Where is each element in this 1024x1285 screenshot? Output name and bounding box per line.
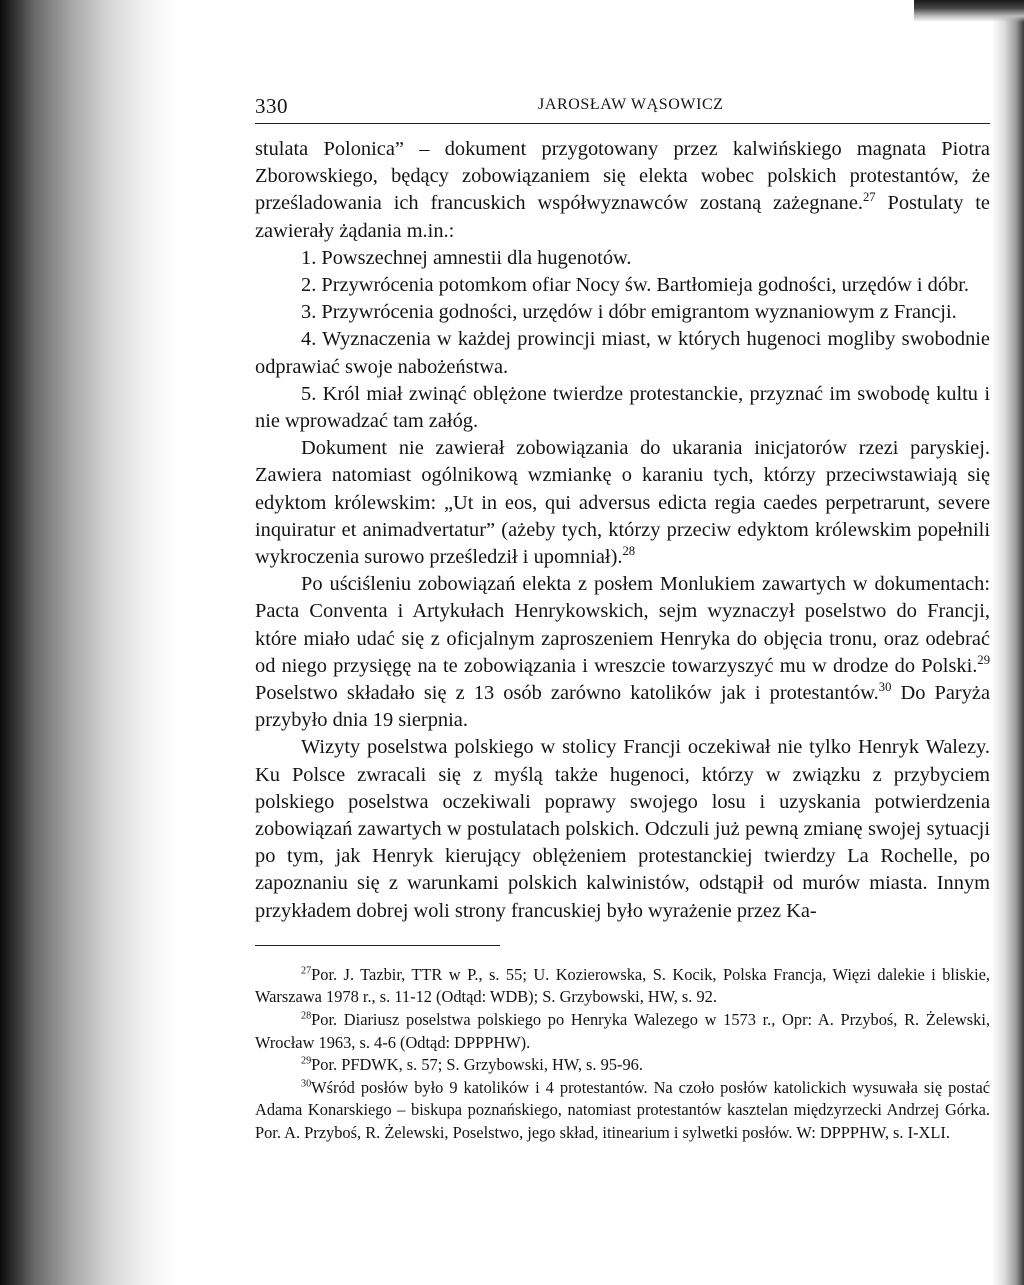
page-corner-shadow [914, 0, 1024, 22]
footnote-number: 27 [301, 965, 312, 977]
footnote-number: 28 [301, 1010, 312, 1022]
footnote-number: 30 [301, 1078, 312, 1090]
paragraph-continued [255, 136, 990, 245]
footnotes [255, 964, 990, 1145]
footnote-ref: 27 [862, 190, 876, 205]
list-item: 5. Król miał zwinąć oblężone twierdze protestanckie, przyznać im swobodę kultu i nie wprowadzać tam załóg. [255, 382, 990, 433]
running-head-author: JAROSŁAW WĄSOWICZ [538, 96, 724, 113]
running-head [255, 90, 990, 122]
footnote-ref: 30 [878, 680, 892, 695]
paragraph-text: Dokument nie zawierał zobowiązania do ukarania inicjatorów rzezi paryskiej. Zawiera natomiast ogólnikową wzmiankę o karaniu tych, którzy przeciwstawiają się edyktom królewskim: „Ut in eos, qui adversus edicta regia caedes perpetrarunt, severe inquiratur et animadvertatur” (ażeby tych, którzy przeciw edyktom królewskim popełnili wykroczenia surowo prześledził i upomniał). [255, 437, 990, 569]
list-item: 3. Przywrócenia godności, urzędów i dóbr emigrantom wyznaniowym z Francji. [301, 301, 957, 324]
list-item: 2. Przywrócenia potomkom ofiar Nocy św. Bartłomieja godności, urzędów i dóbr. [301, 274, 970, 297]
page-edge-shadow [992, 0, 1024, 1285]
footnote [255, 1077, 990, 1145]
footnote-ref: 28 [622, 544, 636, 559]
book-gutter-shadow [0, 0, 175, 1285]
paragraph-text: Poselstwo składało się z 13 osób zarówno katolików jak i protestantów. [255, 682, 879, 705]
footnote-text: Wśród posłów było 9 katolików i 4 protestantów. Na czoło posłów katolickich wysuwała się postać Adama Konarskiego – biskupa poznańskiego, natomiast protestantów kasztelan międzyrzecki Andrzej Górka. Por. A. Przyboś, R. Żelewski, Poselstwo, jego skład, itinearium i sylwetki posłów. W: DPPPHW, s. I-XLI. [255, 1077, 990, 1143]
book-page [255, 90, 990, 1145]
footnote-text: Por. PFDWK, s. 57; S. Grzybowski, HW, s. 95-96. [311, 1055, 643, 1075]
paragraph-text: Do Paryża przybyło dnia 19 sierpnia. [255, 682, 990, 732]
header-rule [255, 123, 990, 124]
paragraph-text: Po uściśleniu zobowiązań elekta z posłem Monlukiem zawartych w dokumentach: Pacta Conventa i Artykułach Henrykowskich, sejm wyznaczył poselstwo do Francji, które miało udać się z oficjalnym zaproszeniem Henryka do objęcia tronu, oraz odebrać od niego przysięgę na te zobowiązania i wreszcie towarzyszyć mu w drodze do Polski. [255, 573, 990, 677]
footnote-rule [255, 945, 500, 946]
paragraph [255, 571, 990, 734]
footnote-text: Por. J. Tazbir, TTR w P., s. 55; U. Kozierowska, S. Kocik, Polska Francja, Więzi dalekie i bliskie, Warszawa 1978 r., s. 11-12 (Odtąd: WDB); S. Grzybowski, HW, s. 92. [255, 964, 990, 1007]
paragraph: Wizyty poselstwa polskiego w stolicy Francji oczekiwał nie tylko Henryk Walezy. Ku Polsce zwracali się z myślą także hugenoci, którzy w związku z przybyciem polskiego poselstwa oczekiwali poprawy swojego losu i uzyskania potwierdzenia zobowiązań zawartych w postulatach polskich. Odczuli już pewną zmianę swojej sytuacji po tym, jak Henryk kierujący oblężeniem protestanckiej twierdzy La Rochelle, po zapoznaniu się z warunkami polskich kalwinistów, odstąpił od murów miasta. Innym przykładem dobrej woli strony francuskiej było wyrażenie przez Ka- [255, 736, 990, 922]
body-text [255, 136, 990, 925]
footnote [255, 1009, 990, 1054]
paragraph [255, 435, 990, 571]
footnote-number: 29 [301, 1055, 312, 1067]
footnote [255, 964, 990, 1009]
list-item: 1. Powszechnej amnestii dla hugenotów. [301, 246, 632, 269]
paragraph-text: Postulaty te zawierały żądania m.in.: [255, 192, 990, 242]
footnote-text: Por. Diariusz poselstwa polskiego po Henryka Walezego w 1573 r., Opr: A. Przyboś, R. Żelewski, Wrocław 1963, s. 4-6 (Odtąd: DPPPHW). [255, 1010, 990, 1052]
paragraph-text: stulata Polonica” – dokument przygotowany przez kalwińskiego magnata Piotra Zborowskiego, będący zobowiązaniem się elekta wobec polskich protestantów, że prześladowania ich francuskich współwyznawców zostaną zażegnane. [255, 138, 990, 215]
footnote [255, 1054, 990, 1077]
list-item: 4. Wyznaczenia w każdej prowincji miast, w których hugenoci mogliby swobodnie odprawiać swoje nabożeństwa. [255, 328, 990, 378]
footnote-ref: 29 [977, 653, 990, 668]
page-number: 330 [255, 94, 288, 118]
